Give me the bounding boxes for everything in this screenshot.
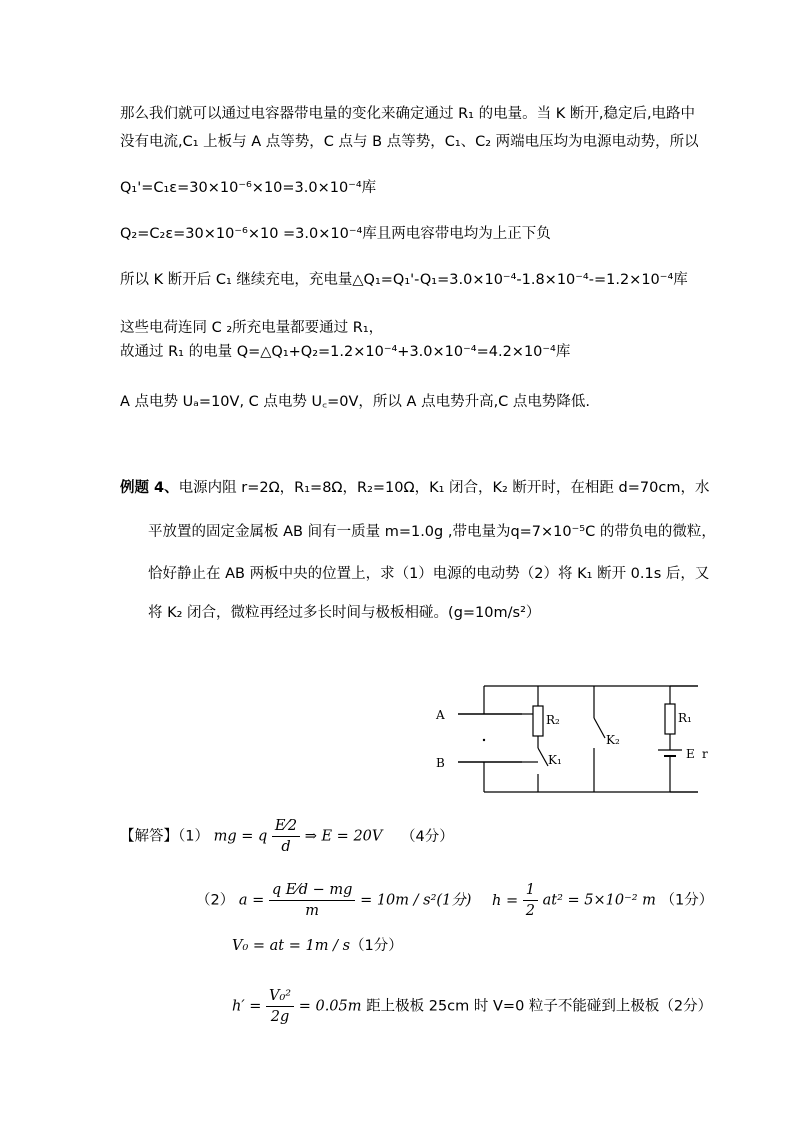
part2-h-denominator: 2 (525, 903, 535, 919)
label-e: E (686, 747, 695, 761)
hp-denominator: 2g (270, 1009, 290, 1025)
para1-line2: 没有电流,C₁ 上板与 A 点等势，C 点与 B 点等势，C₁、C₂ 两端电压均为电源电动势，所以 (120, 134, 699, 150)
part2-tag: （2） (196, 892, 235, 909)
part1-rhs: ⇒ E = 20V (304, 828, 383, 845)
v0-expression: V₀ = at = 1m / s (232, 938, 351, 954)
part2-h-fraction (523, 880, 538, 921)
hp-fraction (266, 986, 294, 1027)
example4-line1 (120, 478, 709, 498)
circuit-diagram (430, 678, 710, 798)
switch-k1 (538, 748, 548, 766)
para2-line2: 故通过 R₁ 的电量 Q=△Q₁+Q₂=1.2×10⁻⁴+3.0×10⁻⁴=4.2×10⁻⁴库 (120, 344, 571, 360)
solution-part2 (196, 880, 713, 921)
potential-statement: A 点电势 Uₐ=10V, C 点电势 U꜀=0V，所以 A 点电势升高,C 点电势降低. (120, 394, 591, 410)
resistor-r2 (533, 706, 543, 736)
label-r1: R₁ (678, 711, 692, 725)
part2-h-rhs: at² = 5×10⁻² m (542, 892, 656, 909)
v0-score: （1分） (350, 938, 403, 954)
example4-line3: 恰好静止在 AB 两板中央的位置上，求（1）电源的电动势（2）将 K₁ 断开 0.1s 后，又 (148, 566, 710, 582)
part1-numerator: E⁄2 (272, 816, 300, 837)
part2-denominator: m (305, 903, 320, 919)
label-r: r (702, 747, 708, 761)
part2-lhs: a = (238, 892, 265, 909)
part2-h-lhs: h = (492, 892, 519, 909)
switch-k2 (594, 718, 605, 738)
example4-line2: 平放置的固定金属板 AB 间有一质量 m=1.0g ,带电量为q=7×10⁻⁵C 的带负电的微粒， (148, 524, 716, 540)
part1-score: （4分） (400, 828, 454, 845)
label-b: B (436, 756, 445, 770)
label-k1: K₁ (548, 753, 562, 767)
part2-h-numerator: 1 (523, 880, 538, 901)
part2-fraction (269, 880, 356, 921)
equation-q1-prime: Q₁'=C₁ε=30×10⁻⁶×10=3.0×10⁻⁴库 (120, 180, 377, 196)
part1-lhs: mg = q (213, 828, 268, 845)
equation-q2: Q₂=C₂ε=30×10⁻⁶×10 =3.0×10⁻⁴库且两电容带电均为上正下负 (120, 226, 551, 242)
example4-text1: 电源内阻 r=2Ω，R₁=8Ω，R₂=10Ω，K₁ 闭合，K₂ 断开时，在相距 d=70cm，水 (178, 480, 710, 496)
particle-dot (483, 739, 485, 741)
solution-part1 (120, 816, 454, 857)
para1-line1: 那么我们就可以通过电容器带电量的变化来确定通过 R₁ 的电量。当 K 断开,稳定后,电路中 (120, 106, 696, 122)
hp-numerator: V₀² (266, 986, 294, 1007)
equation-delta-q1: 所以 K 断开后 C₁ 继续充电，充电量△Q₁=Q₁'-Q₁=3.0×10⁻⁴-1.8×10⁻⁴-=1.2×10⁻⁴库 (120, 272, 688, 288)
part2-rhs: = 10m / s²(1分) (360, 892, 472, 909)
part1-denominator: d (281, 839, 291, 855)
part2-numerator: q E⁄d − mg (269, 880, 356, 901)
solution-label: 【解答】 (120, 828, 178, 845)
solution-h-prime (232, 986, 712, 1027)
hp-text: 距上极板 25cm 时 V=0 粒子不能碰到上极板（2分） (366, 998, 713, 1015)
hp-lhs: h′ = (232, 998, 262, 1015)
label-r2: R₂ (546, 713, 560, 727)
part2-h-score: （1分） (660, 892, 714, 909)
resistor-r1 (665, 704, 675, 734)
label-a: A (436, 708, 445, 722)
para2-line1: 这些电荷连同 C ₂所充电量都要通过 R₁， (120, 320, 384, 336)
label-k2: K₂ (606, 733, 620, 747)
hp-rhs: = 0.05m (298, 998, 362, 1015)
solution-v0 (232, 936, 403, 956)
example4-line4: 将 K₂ 闭合，微粒再经过多长时间与极板相碰。(g=10m/s²） (148, 605, 541, 621)
solution-part1-tag: （1） (178, 828, 209, 845)
example4-label: 例题 4、 (120, 480, 179, 496)
part1-fraction (272, 816, 300, 857)
